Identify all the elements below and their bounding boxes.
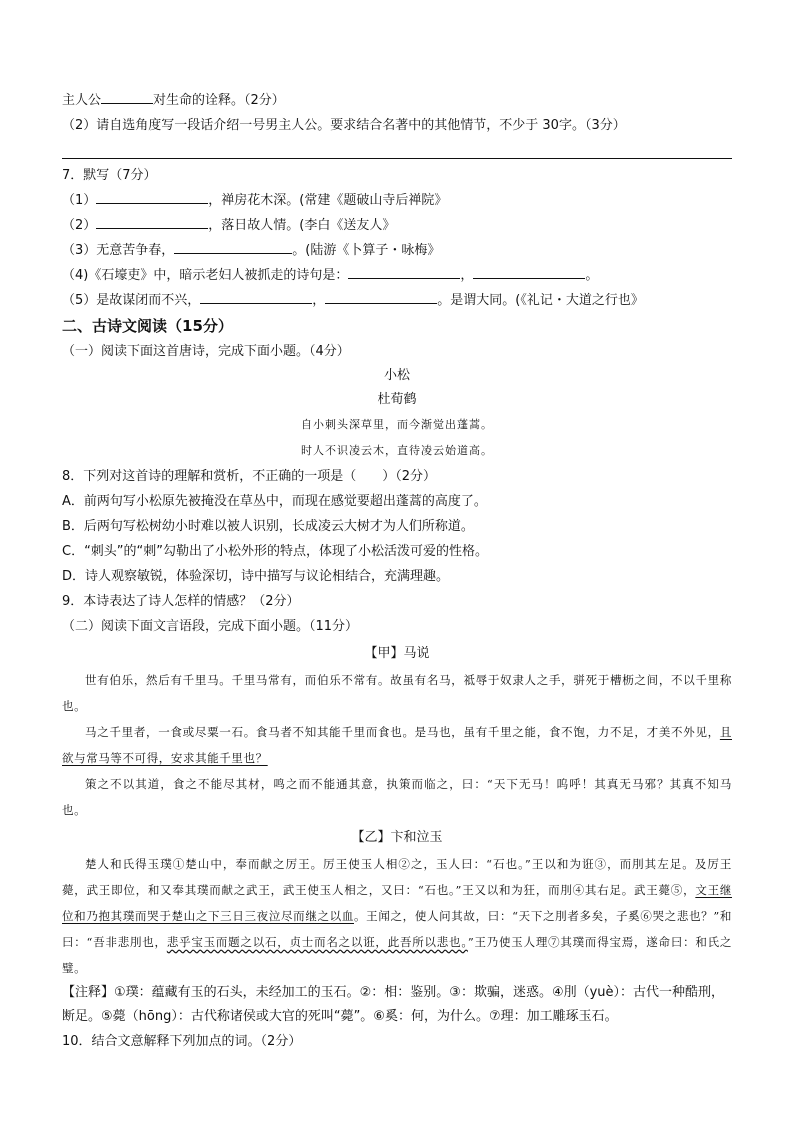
item-number: （2） [62, 218, 97, 233]
q7-item-3 [62, 238, 732, 263]
answer-blank[interactable] [174, 238, 292, 254]
q6-text-post: 对生命的诠释。（2分） [153, 93, 285, 108]
q7-item-4 [62, 263, 732, 288]
poem-line-1: 自小刺头深草里，而今渐觉出蓬蒿。 [301, 418, 493, 431]
answer-blank[interactable] [96, 188, 208, 204]
q8-option-c: C．“刺头”的“刺”勾勒出了小松外形的特点，体现了小松活泼可爱的性格。 [62, 544, 489, 559]
section-heading: 二、古诗文阅读（15分） [62, 317, 233, 335]
q6-text-pre: 主人公 [62, 93, 102, 108]
text-jia-paragraph-1: 世有伯乐，然后有千里马。千里马常有，而伯乐不常有。故虽有名马，祗辱于奴隶人之手，骈死于槽枥之间，不以千里称也。 [62, 673, 732, 713]
item-text: 。是谓大同。(《礼记・大道之行也》 [437, 293, 644, 308]
answer-blank[interactable] [325, 288, 437, 304]
text-jia-paragraph-2 [62, 719, 732, 771]
q7-item-2 [62, 213, 732, 238]
answer-blank[interactable] [96, 213, 208, 229]
q7-heading: 7．默写（7分） [62, 168, 157, 183]
item-text: （5）是故谋闭而不兴， [62, 293, 201, 308]
underlined-sentence: 文王继位和乃抱其璞而哭于楚山之下三日三夜泣尽而继之以血 [62, 883, 732, 923]
part2-heading: （二）阅读下面文言语段，完成下面小题。（11分） [62, 619, 359, 634]
item-text: 。(陆游《卜算子・咏梅》 [292, 243, 441, 258]
paragraph-text: 楚人和氏得玉璞①楚山中，奉而献之厉王。厉王使玉人相②之，玉人曰：“石也。”王以和为诳③，而刖其左足。及厉王薨，武王即位，和又奉其璞而献之武王，武王使玉人相之，又曰：“石也。”王又以和为狂，而刖④其右足。武王薨⑤， [62, 857, 732, 897]
answer-blank[interactable] [473, 263, 585, 279]
text-jia-paragraph-3: 策之不以其道，食之不能尽其材，鸣之而不能通其意，执策而临之，曰：“天下无马！呜呼！其真无马邪？其真不知马也。 [62, 777, 732, 817]
poem-title: 小松 [383, 368, 410, 383]
underlined-sentence: 且欲与常马等不可得，安求其能千里也？ [62, 725, 732, 765]
poem-line-2: 时人不识凌云木，直待凌云始道高。 [301, 444, 493, 457]
item-text: ， [312, 293, 326, 308]
text-jia-title: 【甲】马说 [364, 646, 430, 661]
wavy-underlined-sentence: 悲乎宝玉而题之以石，贞士而名之以诳，此吾所以悲也。 [166, 935, 468, 949]
item-text: （3）无意苦争春， [62, 243, 175, 258]
q7-item-1 [62, 188, 732, 213]
paragraph-text: 。王闻之，使人问其故，曰：“天下之刖者多矣，子奚⑥哭之悲也？”和曰：“吾非悲刖也， [62, 909, 732, 949]
paragraph-text: ”王乃使玉人理⑦其璞而得宝焉，遂命曰：和氏之璧。 [62, 935, 733, 975]
text-yi-paragraph [62, 851, 732, 981]
item-text: ，禅房花木深。(常建《题破山寺后禅院》 [208, 193, 448, 208]
paragraph-text: 马之千里者，一食或尽粟一石。食马者不知其能千里而食也。是马也，虽有千里之能，食不饱，力不足，才美不外见， [85, 725, 720, 739]
q8-option-a: A．前两句写小松原先被掩没在草丛中，而现在感觉要超出蓬蒿的高度了。 [62, 494, 487, 509]
q8-option-d: D．诗人观察敏锐，体验深切，诗中描写与议论相结合，充满理趣。 [62, 569, 450, 584]
q9-stem: 9．本诗表达了诗人怎样的情感？（2分） [62, 594, 300, 609]
item-text: （4)《石壕吏》中，暗示老妇人被抓走的诗句是： [62, 268, 349, 283]
item-number: （1） [62, 193, 97, 208]
item-text: 。 [585, 268, 599, 283]
q10-stem: 10．结合文意解释下列加点的词。（2分） [62, 1034, 302, 1049]
annotation-notes: 【注释】①璞：蕴藏有玉的石头，未经加工的玉石。②：相：鉴别。③：欺骗，迷惑。④刖（yuè）：古代一种酷刑，断足。⑤薨（hōng）：古代称诸侯或大官的死叫“薨”。⑥奚：何，为什么。⑦理：加工雕琢玉石。 [62, 985, 725, 1024]
exam-page [62, 88, 732, 1054]
answer-blank[interactable] [200, 288, 312, 304]
q8-stem: 8．下列对这首诗的理解和赏析，不正确的一项是（ ）（2分） [62, 469, 437, 484]
item-text: ，落日故人情。(李白《送友人》 [208, 218, 396, 233]
part1-heading: （一）阅读下面这首唐诗，完成下面小题。（4分） [62, 344, 350, 359]
answer-blank[interactable] [348, 263, 460, 279]
answer-space [62, 138, 732, 152]
text-yi-title: 【乙】卞和泣玉 [351, 830, 443, 845]
answer-line[interactable] [62, 158, 732, 159]
item-text: ， [460, 268, 474, 283]
q6-line2: （2）请自选角度写一段话介绍一号男主人公。要求结合名著中的其他情节，不少于 30字。（3分） [62, 118, 626, 133]
q7-item-5 [62, 288, 732, 313]
poem-author: 杜荀鹤 [377, 392, 417, 407]
answer-blank[interactable] [101, 88, 153, 104]
q8-option-b: B．后两句写松树幼小时难以被人识别，长成凌云大树才为人们所称道。 [62, 519, 474, 534]
q6-line1 [62, 88, 732, 113]
